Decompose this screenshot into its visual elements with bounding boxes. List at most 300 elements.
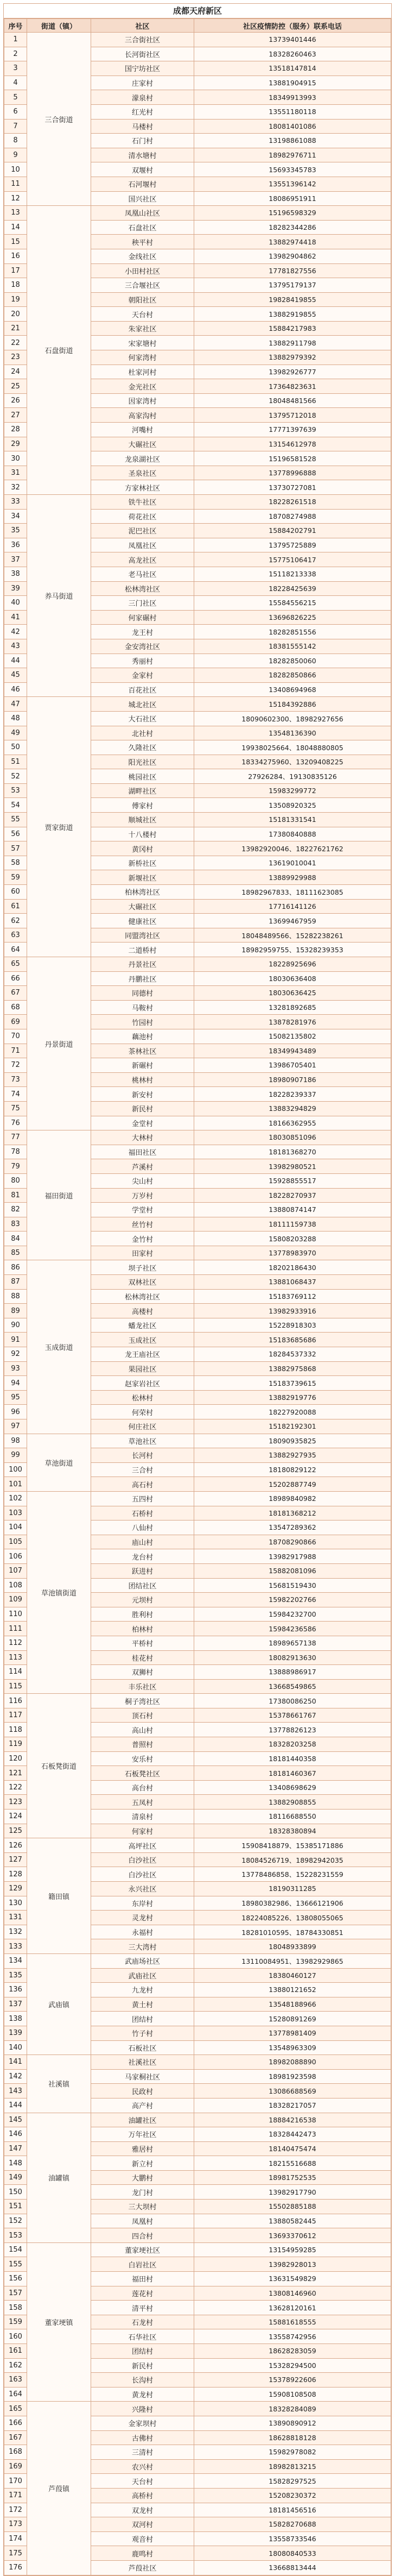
table-row [4, 1434, 391, 1448]
row-index: 166 [4, 2416, 27, 2430]
row-index: 141 [4, 2055, 27, 2070]
contact-phone: 13882927935 [194, 1448, 391, 1463]
community-name: 石板凳社区 [91, 1766, 194, 1781]
row-index: 149 [4, 2170, 27, 2185]
community-name: 莲花村 [91, 2286, 194, 2301]
community-name: 北社村 [91, 726, 194, 740]
community-name: 城北社区 [91, 697, 194, 712]
community-name: 何家湾村 [91, 350, 194, 365]
community-name: 农兴村 [91, 2459, 194, 2474]
contact-phone: 13693370612 [194, 2228, 391, 2243]
contact-phone: 18334275960、13209408225 [194, 755, 391, 769]
row-index: 29 [4, 437, 27, 451]
community-name: 平桥村 [91, 1636, 194, 1650]
row-index: 18 [4, 278, 27, 293]
contact-phone: 13982920046、18227621762 [194, 841, 391, 856]
contact-phone: 18084526719、18982942035 [194, 1852, 391, 1867]
row-index: 99 [4, 1448, 27, 1463]
row-index: 123 [4, 1795, 27, 1810]
contact-phone: 13888986917 [194, 1665, 391, 1680]
community-name: 茶林社区 [91, 1044, 194, 1058]
row-index: 83 [4, 1217, 27, 1232]
row-index: 144 [4, 2098, 27, 2113]
row-index: 35 [4, 524, 27, 538]
contact-phone: 18981923598 [194, 2069, 391, 2084]
table-row [4, 1838, 391, 1853]
contact-phone: 13547289362 [194, 1521, 391, 1535]
community-name: 果园社区 [91, 1361, 194, 1376]
row-index: 128 [4, 1867, 27, 1882]
row-index: 173 [4, 2517, 27, 2532]
contact-phone: 13882979392 [194, 350, 391, 365]
community-name: 荷花社区 [91, 509, 194, 524]
community-name: 高产村 [91, 2098, 194, 2113]
row-index: 28 [4, 423, 27, 437]
contact-phone: 15681519430 [194, 1578, 391, 1593]
contact-phone: 13882911798 [194, 336, 391, 350]
contact-phone: 18048933899 [194, 1939, 391, 1954]
contact-phone: 13628120161 [194, 2301, 391, 2315]
community-name: 湖畔社区 [91, 783, 194, 798]
contact-phone: 15082135802 [194, 1029, 391, 1044]
row-index: 46 [4, 682, 27, 697]
row-index: 50 [4, 740, 27, 755]
row-index: 109 [4, 1593, 27, 1607]
row-index: 71 [4, 1044, 27, 1058]
row-index: 76 [4, 1116, 27, 1130]
contact-phone: 18228239337 [194, 1087, 391, 1102]
row-index: 145 [4, 2113, 27, 2127]
community-name: 三清村 [91, 2445, 194, 2460]
table-row [4, 1260, 391, 1275]
contact-phone: 18086951911 [194, 191, 391, 206]
community-name: 黄龙村 [91, 2387, 194, 2402]
contact-phone: 13619010041 [194, 856, 391, 870]
community-name: 田家村 [91, 1246, 194, 1260]
contact-phone: 18224085226、13808055065 [194, 1911, 391, 1925]
contact-phone: 13668813444 [194, 2560, 391, 2575]
community-name: 四合村 [91, 2228, 194, 2243]
contact-phone: 27926284、19130835126 [194, 769, 391, 784]
community-name: 长沟村 [91, 2373, 194, 2387]
contact-phone: 13795725889 [194, 538, 391, 552]
community-name: 八仙村 [91, 1521, 194, 1535]
contact-phone: 13518147814 [194, 61, 391, 76]
community-name: 杜家河村 [91, 365, 194, 379]
contact-phone: 18228425639 [194, 581, 391, 596]
row-index: 146 [4, 2127, 27, 2142]
contact-phone: 18328203258 [194, 1737, 391, 1752]
contact-phone: 18982976711 [194, 148, 391, 162]
row-index: 98 [4, 1434, 27, 1448]
row-index: 67 [4, 986, 27, 1001]
community-name: 黄冈村 [91, 841, 194, 856]
community-name: 白沙社区 [91, 1867, 194, 1882]
contact-phone: 13982928013 [194, 2257, 391, 2272]
contact-sheet [3, 3, 392, 2576]
community-name: 灵龙村 [91, 1911, 194, 1925]
row-index: 167 [4, 2430, 27, 2445]
community-name: 大鹏村 [91, 2170, 194, 2185]
community-name: 柏林村 [91, 1622, 194, 1636]
contact-phone: 15280891269 [194, 2012, 391, 2026]
community-name: 福田村 [91, 2272, 194, 2286]
row-index: 89 [4, 1304, 27, 1318]
contact-phone: 15828270688 [194, 2517, 391, 2532]
community-name: 清泉村 [91, 1810, 194, 1824]
row-index: 48 [4, 711, 27, 726]
street-name: 草池镇街道 [27, 1491, 91, 1693]
row-index: 175 [4, 2546, 27, 2561]
street-name: 武庙镇 [27, 1953, 91, 2054]
table-row [4, 1694, 391, 1708]
contact-phone: 13408698629 [194, 1780, 391, 1795]
row-index: 133 [4, 1939, 27, 1954]
row-index: 9 [4, 148, 27, 162]
contact-phone: 13778981409 [194, 2026, 391, 2040]
contact-phone: 18982088890 [194, 2055, 391, 2070]
row-index: 100 [4, 1462, 27, 1477]
community-name: 何家村 [91, 1824, 194, 1838]
contact-phone: 13808146960 [194, 2286, 391, 2301]
row-index: 168 [4, 2445, 27, 2460]
contact-phone: 15584556215 [194, 596, 391, 611]
row-index: 114 [4, 1665, 27, 1680]
contact-phone: 13882919855 [194, 307, 391, 322]
contact-phone: 15184392886 [194, 697, 391, 712]
table-row [4, 33, 391, 47]
row-index: 27 [4, 408, 27, 423]
row-index: 125 [4, 1824, 27, 1838]
contact-phone: 15908418879、15385171886 [194, 1838, 391, 1853]
street-name: 社溪镇 [27, 2055, 91, 2113]
row-index: 2 [4, 47, 27, 61]
row-index: 56 [4, 827, 27, 841]
row-index: 122 [4, 1780, 27, 1795]
contact-phone: 18980382986、13666121906 [194, 1896, 391, 1911]
street-name: 草池街道 [27, 1434, 91, 1491]
community-name: 新碾村 [91, 1058, 194, 1073]
contact-phone: 18982959755、15328239353 [194, 943, 391, 957]
community-name: 柏林湾社区 [91, 885, 194, 900]
community-name: 三合村 [91, 1462, 194, 1477]
street-name: 石盘街道 [27, 206, 91, 495]
row-index: 44 [4, 654, 27, 668]
contact-phone: 13668549865 [194, 1679, 391, 1694]
contact-phone: 18111159738 [194, 1217, 391, 1232]
row-index: 63 [4, 928, 27, 943]
contact-phone: 13778486858、15228231559 [194, 1867, 391, 1882]
row-index: 66 [4, 971, 27, 986]
header-index: 序号 [4, 19, 27, 33]
row-index: 172 [4, 2503, 27, 2517]
contact-phone: 17380840888 [194, 827, 391, 841]
table-row [4, 2402, 391, 2416]
row-index: 120 [4, 1751, 27, 1766]
street-name: 玉成街道 [27, 1260, 91, 1434]
contact-phone: 13982980521 [194, 1159, 391, 1174]
row-index: 26 [4, 393, 27, 408]
row-index: 104 [4, 1521, 27, 1535]
contact-phone: 15881618555 [194, 2315, 391, 2329]
row-index: 39 [4, 581, 27, 596]
community-name: 圣泉社区 [91, 466, 194, 480]
community-name: 高龙社区 [91, 552, 194, 567]
contact-phone: 13880874147 [194, 1203, 391, 1217]
street-name: 丹景街道 [27, 957, 91, 1130]
community-name: 宋家塘村 [91, 336, 194, 350]
community-name: 普照村 [91, 1737, 194, 1752]
community-name: 跃进村 [91, 1563, 194, 1578]
contact-phone: 13882919776 [194, 1390, 391, 1405]
community-name: 石龙村 [91, 2315, 194, 2329]
community-name: 五凤村 [91, 1795, 194, 1810]
community-name: 金线社区 [91, 249, 194, 263]
community-name: 百花社区 [91, 682, 194, 697]
contact-phone: 15118213338 [194, 567, 391, 581]
row-index: 70 [4, 1029, 27, 1044]
contact-phone: 13889929988 [194, 870, 391, 885]
row-index: 163 [4, 2373, 27, 2387]
row-index: 159 [4, 2315, 27, 2329]
street-name: 福田街道 [27, 1130, 91, 1260]
header-phone: 社区疫情防控（服务）联系电话 [194, 19, 391, 33]
community-name: 高台村 [91, 1780, 194, 1795]
row-index: 148 [4, 2156, 27, 2171]
contact-phone: 13880582445 [194, 2214, 391, 2228]
community-name: 泥巴社区 [91, 524, 194, 538]
row-index: 64 [4, 943, 27, 957]
contact-phone: 18281010595、18784330851 [194, 1925, 391, 1939]
row-index: 30 [4, 451, 27, 466]
row-index: 82 [4, 1203, 27, 1217]
row-index: 31 [4, 466, 27, 480]
table-row [4, 2055, 391, 2070]
contact-phone: 15984232700 [194, 1607, 391, 1622]
row-index: 138 [4, 2012, 27, 2026]
contact-phone: 15693345783 [194, 162, 391, 177]
contact-phone: 13730727081 [194, 480, 391, 495]
contact-phone: 18080840533 [194, 2546, 391, 2561]
contact-phone: 18989840982 [194, 1491, 391, 1506]
community-name: 丰乐社区 [91, 1679, 194, 1694]
row-index: 54 [4, 798, 27, 813]
community-name: 九龙村 [91, 1983, 194, 1997]
community-name: 大林村 [91, 1130, 194, 1145]
community-name: 十八楼村 [91, 827, 194, 841]
row-index: 81 [4, 1188, 27, 1203]
community-name: 方家林社区 [91, 480, 194, 495]
contact-phone: 18628818128 [194, 2430, 391, 2445]
row-index: 19 [4, 292, 27, 307]
community-name: 高楼村 [91, 1304, 194, 1318]
community-name: 大碾社区 [91, 899, 194, 914]
contact-phone: 13696826225 [194, 610, 391, 625]
row-index: 126 [4, 1838, 27, 1853]
row-index: 94 [4, 1376, 27, 1391]
contact-phone: 15228918303 [194, 1318, 391, 1333]
row-index: 75 [4, 1101, 27, 1116]
contact-phone: 18227920088 [194, 1405, 391, 1419]
contact-phone: 15181331541 [194, 813, 391, 827]
row-index: 86 [4, 1260, 27, 1275]
contact-phone: 13882975868 [194, 1361, 391, 1376]
row-index: 49 [4, 726, 27, 740]
community-name: 鹿鸣村 [91, 2546, 194, 2561]
contact-phone: 18282850866 [194, 668, 391, 683]
community-name: 石盘社区 [91, 220, 194, 235]
community-name: 凤凰村 [91, 2214, 194, 2228]
contact-phone: 18884216538 [194, 2113, 391, 2127]
row-index: 8 [4, 134, 27, 148]
contact-phone: 13631549829 [194, 2272, 391, 2286]
row-index: 92 [4, 1347, 27, 1362]
community-name: 龙王村 [91, 625, 194, 639]
contact-phone: 13154959285 [194, 2242, 391, 2257]
contact-phone: 18181460367 [194, 1766, 391, 1781]
community-name: 松林湾社区 [91, 1289, 194, 1304]
contact-phone: 18081401086 [194, 119, 391, 134]
community-name: 高石村 [91, 1477, 194, 1492]
community-name: 胜利村 [91, 1607, 194, 1622]
community-name: 马家桐社区 [91, 2069, 194, 2084]
header-community: 社区 [91, 19, 194, 33]
row-index: 106 [4, 1549, 27, 1564]
community-name: 高山村 [91, 1723, 194, 1737]
community-name: 清水塘村 [91, 148, 194, 162]
community-name: 朝阳社区 [91, 292, 194, 307]
contact-phone: 18982967833、18111623085 [194, 885, 391, 900]
community-name: 国兴社区 [91, 191, 194, 206]
community-name: 丹景社区 [91, 957, 194, 972]
row-index: 84 [4, 1232, 27, 1246]
community-name: 董家埂社区 [91, 2242, 194, 2257]
community-name: 桂花村 [91, 1650, 194, 1665]
contact-phone: 13982917790 [194, 2185, 391, 2200]
community-name: 竹园村 [91, 1015, 194, 1029]
row-index: 68 [4, 1000, 27, 1015]
contact-phone: 18628283059 [194, 2344, 391, 2359]
contact-phone: 13551396142 [194, 177, 391, 191]
contact-phone: 15884202791 [194, 524, 391, 538]
community-name: 久隆社区 [91, 740, 194, 755]
community-name: 白岩社区 [91, 2257, 194, 2272]
contact-phone: 13982933916 [194, 1304, 391, 1318]
community-name: 秧平村 [91, 235, 194, 249]
row-index: 110 [4, 1607, 27, 1622]
community-name: 黄土村 [91, 1997, 194, 2012]
community-name: 团结村 [91, 2344, 194, 2359]
contact-phone: 18181368270 [194, 1145, 391, 1159]
table-row [4, 206, 391, 221]
community-name: 古佛村 [91, 2430, 194, 2445]
contact-phone: 18980907186 [194, 1072, 391, 1087]
row-index: 129 [4, 1882, 27, 1896]
community-name: 新民村 [91, 1101, 194, 1116]
community-name: 高坪社区 [91, 1838, 194, 1853]
row-index: 60 [4, 885, 27, 900]
community-name: 学堂村 [91, 1203, 194, 1217]
row-index: 157 [4, 2286, 27, 2301]
street-name: 三合街道 [27, 33, 91, 206]
row-index: 61 [4, 899, 27, 914]
contact-phone: 15502885188 [194, 2200, 391, 2214]
row-index: 139 [4, 2026, 27, 2040]
community-name: 藕池村 [91, 1029, 194, 1044]
row-index: 55 [4, 813, 27, 827]
contact-phone: 18282344286 [194, 220, 391, 235]
community-name: 双堰村 [91, 162, 194, 177]
contact-phone: 17716141126 [194, 899, 391, 914]
community-name: 万年社区 [91, 2127, 194, 2142]
contact-phone: 18030636425 [194, 986, 391, 1001]
community-name: 金家坝村 [91, 2416, 194, 2430]
contact-phone: 13699467959 [194, 914, 391, 928]
row-index: 5 [4, 90, 27, 105]
row-index: 102 [4, 1491, 27, 1506]
row-index: 59 [4, 870, 27, 885]
row-index: 91 [4, 1333, 27, 1347]
row-index: 37 [4, 552, 27, 567]
contact-phone: 15183739615 [194, 1376, 391, 1391]
contact-phone: 17380086250 [194, 1694, 391, 1708]
row-index: 4 [4, 76, 27, 90]
sheet-title: 成都天府新区 [4, 4, 391, 18]
row-index: 160 [4, 2329, 27, 2344]
row-index: 45 [4, 668, 27, 683]
contact-phone: 17781827556 [194, 263, 391, 278]
row-index: 103 [4, 1506, 27, 1521]
contact-phone: 18181440358 [194, 1751, 391, 1766]
header-street: 街道（镇） [27, 19, 91, 33]
community-name: 铁牛社区 [91, 495, 194, 510]
row-index: 52 [4, 769, 27, 784]
community-name: 庙山村 [91, 1535, 194, 1549]
community-name: 小田村社区 [91, 263, 194, 278]
street-name: 养马街道 [27, 495, 91, 697]
row-index: 38 [4, 567, 27, 581]
contact-phone: 13881904915 [194, 76, 391, 90]
row-index: 155 [4, 2257, 27, 2272]
community-name: 凤凰社区 [91, 538, 194, 552]
row-index: 96 [4, 1405, 27, 1419]
contact-phone: 18380460127 [194, 1968, 391, 1983]
row-index: 73 [4, 1072, 27, 1087]
row-index: 22 [4, 336, 27, 350]
community-name: 马楼村 [91, 119, 194, 134]
community-name: 龙王庙社区 [91, 1347, 194, 1362]
community-name: 油罐社区 [91, 2113, 194, 2127]
row-index: 105 [4, 1535, 27, 1549]
row-index: 72 [4, 1058, 27, 1073]
street-name: 籍田镇 [27, 1838, 91, 1954]
contact-phone: 18048489566、15282238261 [194, 928, 391, 943]
row-index: 32 [4, 480, 27, 495]
community-name: 同德村 [91, 986, 194, 1001]
street-name: 石板凳街道 [27, 1694, 91, 1838]
table-row [4, 2242, 391, 2257]
contact-phone: 18190311285 [194, 1882, 391, 1896]
contact-phone: 17364823631 [194, 379, 391, 394]
row-index: 161 [4, 2344, 27, 2359]
community-name: 双林社区 [91, 1275, 194, 1290]
contact-phone: 13778983970 [194, 1246, 391, 1260]
table-row [4, 1491, 391, 1506]
contact-phone: 18282850060 [194, 654, 391, 668]
community-name: 新桥社区 [91, 856, 194, 870]
community-name: 团结村 [91, 2012, 194, 2026]
row-index: 176 [4, 2560, 27, 2575]
